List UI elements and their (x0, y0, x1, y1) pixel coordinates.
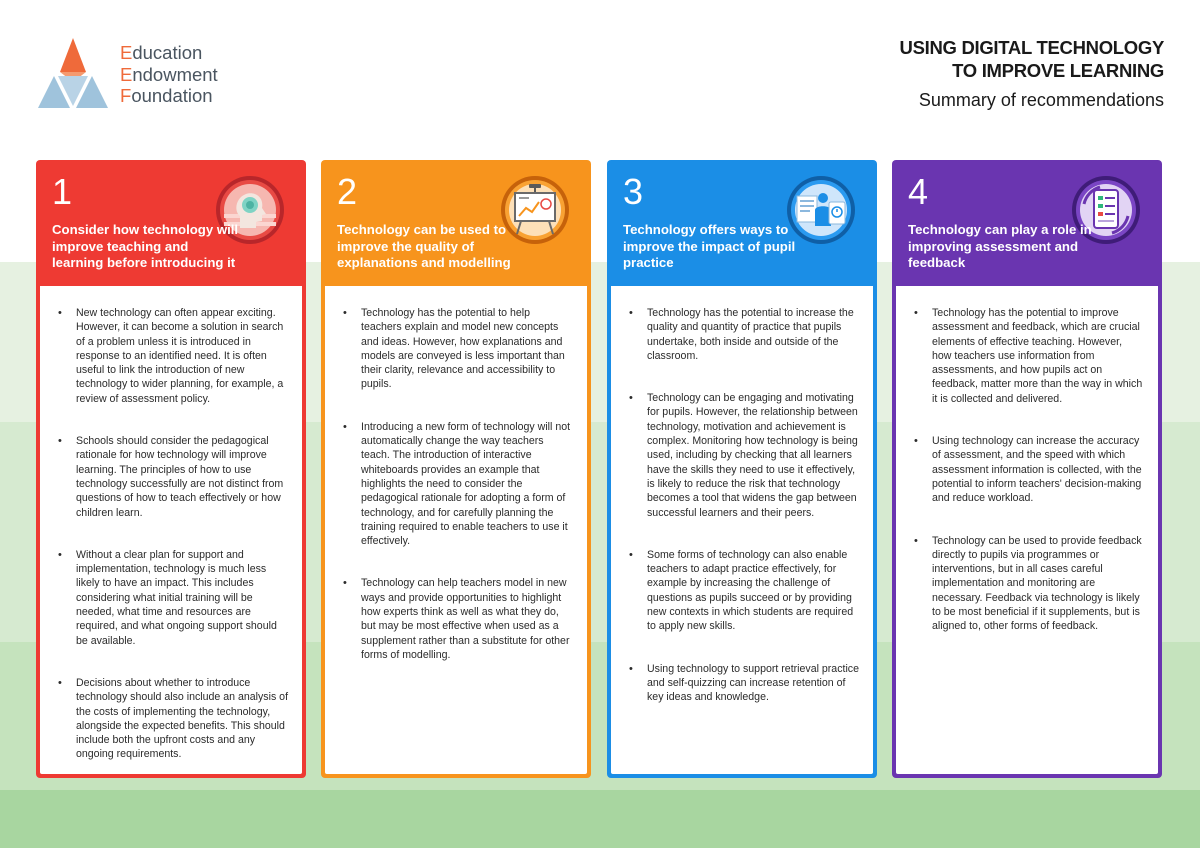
card-header (896, 164, 1158, 286)
list-item: • Technology has the potential to improve assessment and feedback, which are crucial elements of effective teaching. However, how teachers use information from assessments, and how pupils act on feedback, matter more than the way in which it is collected and delivered. (910, 306, 1144, 406)
list-item: • Technology can help teachers model in new ways and provide opportunities to highlight how experts think as well as what they do, but may be most effective when used as a supplement rather than a substitute for other forms of modelling. (339, 576, 573, 662)
list-item: • Technology can be used to provide feedback directly to pupils via programmes or interventions, but in all cases careful implementation and monitoring are necessary. Feedback via technology is likely to be most beneficial if it supplements, but is aligned to, other forms of feedback. (910, 534, 1144, 634)
card-heading: Technology can play a role in improving assessment and feedback (908, 222, 1092, 270)
card-header (325, 164, 587, 286)
card-body (325, 286, 587, 774)
recommendation-card-2 (321, 160, 591, 778)
list-item: • Using technology can increase the accuracy of assessment, and the speed with which assessment information is collected, with the potential to inform teachers' decision-making and reduce workload. (910, 434, 1144, 505)
card-body (611, 286, 873, 774)
list-item: • Some forms of technology can also enable teachers to adapt practice effectively, for example by increasing the challenge of questions as pupils succeed or by providing new contexts in which students are required to apply new skills. (625, 548, 859, 634)
list-item: • New technology can often appear exciting. However, it can become a solution in search of a problem unless it is introduced in response to an identified need. It is often useful to link the introduction of new technology to wider planning, for example, a review of assessment policy. (54, 306, 288, 406)
list-item: • Introducing a new form of technology will not automatically change the way teachers teach. The introduction of interactive whiteboards provides an example that highlights the need to consider the pedagogical rationale for adopting a form of technology, and for carefully planning the training required to enable teachers to use it effectively. (339, 420, 573, 549)
list-item: • Using technology to support retrieval practice and self-quizzing can increase retention of key ideas and knowledge. (625, 662, 859, 705)
list-item: • Technology can be engaging and motivating for pupils. However, the relationship between technology, motivation and achievement is complex. Monitoring how technology is being used, including by checking that all learners have the skills they need to use it effectively, is likely to reduce the risk that technology becomes a tool that widens the gap between successful learners and their peers. (625, 391, 859, 520)
list-item: • Without a clear plan for support and implementation, technology is much less likely to have an impact. This includes considering what initial training will be needed, what time and resources are required, and what ongoing support should be available. (54, 548, 288, 648)
card-header (611, 164, 873, 286)
background-band (0, 790, 1200, 848)
document-title: USING DIGITAL TECHNOLOGY TO IMPROVE LEARNING (899, 37, 1164, 81)
card-body (40, 286, 302, 774)
list-item: • Technology has the potential to increase the quality and quantity of practice that pupils undertake, both inside and outside of the classroom. (625, 306, 859, 363)
card-number: 2 (337, 171, 358, 212)
card-heading: Consider how technology will improve teaching and learning before introducing it (52, 222, 239, 270)
list-item: • Schools should consider the pedagogical rationale for how technology will improve learning. The principles of how to use technology successfully are not distinct from questions of how to teach effectively or how children learn. (54, 434, 288, 520)
card-header (40, 164, 302, 286)
eef-triangle-logo-icon (36, 36, 110, 110)
card-number: 1 (52, 171, 73, 212)
document-subtitle: Summary of recommendations (918, 90, 1164, 110)
card-heading: Technology offers ways to improve the impact of pupil practice (623, 222, 796, 270)
card-body (896, 286, 1158, 774)
recommendation-card-3 (607, 160, 877, 778)
list-item: • Decisions about whether to introduce technology should also include an analysis of the costs of implementing the technology, alongside the expected benefits. This should include both the upfront costs and any ongoing requirements. (54, 676, 288, 762)
logo-wordmark: Education Endowment Foundation (120, 42, 218, 106)
card-heading: Technology can be used to improve the quality of explanations and modelling (337, 222, 511, 270)
card-number: 3 (623, 171, 644, 212)
eef-logo (36, 36, 266, 110)
list-item: • Technology has the potential to help teachers explain and model new concepts and ideas. However, how explanations and models are conveyed is less important than their clarity, relevance and accessibility to pupils. (339, 306, 573, 392)
recommendation-card-4 (892, 160, 1162, 778)
recommendation-card-1 (36, 160, 306, 778)
card-number: 4 (908, 171, 929, 212)
